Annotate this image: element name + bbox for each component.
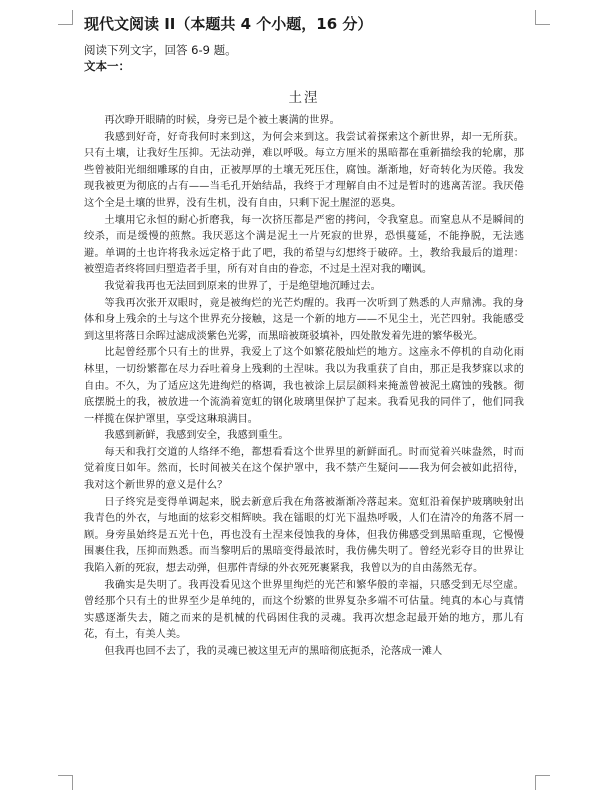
article-title: 土涅 xyxy=(288,90,320,106)
paragraph: 比起曾经那个只有土的世界，我爱上了这个如繁花般灿烂的地方。这座永不停机的自动化雨林里，一切纷繁都在尽力吞吐着身上残剩的土涅味。我以为我重获了自由，那正是我梦寐以求的自由。不久，为了适应这先进绚烂的格调，我也被涂上层层颜料来掩盖曾被泥土腐蚀的残骸。彻底摆脱土的我，被放进一个流淌着宽虹的钢化玻璃里保护了起来。我看见我的同伴了，他们同我一样揽在保护罩里，享受这琳琅满目。 xyxy=(84,347,524,425)
reading-instruction: 阅读下列文字，回答 6-9 题。 xyxy=(84,43,237,57)
text-one-label: 文本一： xyxy=(84,59,130,73)
crop-mark-top-left xyxy=(58,10,73,25)
crop-mark-bottom-left xyxy=(58,775,73,790)
section-title: 现代文阅读 II（本题共 4 个小题，16 分） xyxy=(84,15,373,33)
crop-mark-bottom-right xyxy=(535,775,550,790)
article-body xyxy=(84,113,524,661)
paragraph: 我感到好奇，好奇我何时来到这，为何会来到这。我尝试着探索这个新世界，却一无所获。只有土壤，让我好生压抑。无法动弹，难以呼吸。每立方厘米的黑暗都在重新描绘我的轮廓，那些曾被阳光细细雕琢的自由，正被厚厚的土壤无死压住，腐蚀。渐渐地，好奇转化为厌倦。我发现我被更为彻底的占有——当毛孔开始结晶，我终于才理解自由不过是暂时的逃离苦涩。我厌倦这个全是土壤的世界，没有生机，没有自由，只剩下泥土腥涩的恶臭。 xyxy=(84,131,524,209)
paragraph: 我感到新鲜，我感到安全，我感到重生。 xyxy=(104,430,289,442)
paragraph: 日子终究是变得单调起来，脱去新意后我在角落被渐渐冷落起来。宽虹沿着保护玻璃映射出我青色的外衣，与地面的炫彩交相辉映。我在镭眼的灯光下温热呼吸，人们在清冷的角落不屑一顾。身旁虽始终是五光十色，再也没有土涅来侵蚀我的身体，但我仿佛感受到黑暗重现，它慢慢围裹住我，压抑而熟悉。而当黎明后的黑暗变得最浓时，我仿佛失明了。曾经光彩夺目的世界让我陷入新的死寂，想去动弹，但那件青绿的外衣死死裹紧我，我曾以为的自由荡然无存。 xyxy=(84,496,524,575)
paragraph: 每天和我打交道的人络绎不绝，都想看看这个世界里的新鲜面孔。时而觉着兴味盎然，时而觉着度日如年。然而，长时间被关在这个保护罩中，我不禁产生疑问——我为何会被如此招待，我对这个新世界的意义是什么？ xyxy=(84,446,524,492)
paragraph: 我确实是失明了。我再没看见这个世界里绚烂的光芒和繁华般的幸福，只感受到无尽空虚。曾经那个只有土的世界至少是单纯的，而这个纷繁的世界复杂多端不可估量。纯真的本心与真情实感逐渐失去，随之而来的是机械的代码困住我的灵魂。我再次想念起最开始的地方，那儿有花，有土，有美人美。 xyxy=(84,579,524,641)
question-header xyxy=(84,14,554,74)
paragraph: 土壤用它永恒的耐心折磨我，每一次挤压都是严密的拷问，令我窒息。而窒息从不是瞬间的绞杀，而是缓慢的煎熬。我厌恶这个满是泥土一片死寂的世界，恐惧蔓延，不能挣脱，无法逃避。单调的土也许将我永远定格于此了吧，我的希望与幻想终于破碎。土，教给我最后的道理：被塑造者终将回归塑造者手里，所有对自由的眷恋，不过是土涅对我的嘲讽。 xyxy=(84,214,524,276)
paragraph: 但我再也回不去了，我的灵魂已被这里无声的黑暗彻底扼杀，沦落成一滩人 xyxy=(104,646,443,657)
paragraph: 等我再次张开双眼时，竟是被绚烂的光芒灼醒的。我再一次听到了熟悉的人声鼎沸。我的身体和身上残余的土与这个世界充分接触，这是一个新的地方——不见尘土，光芒四射。我能感受到这里将落日余晖过滤成淡紫色光雾，而黑暗被斑驳填补，四处散发着先进的繁华极光。 xyxy=(84,297,524,342)
paragraph: 我觉着我再也无法回到原来的世界了，于是绝望地沉睡过去。 xyxy=(104,280,381,292)
paragraph: 再次睁开眼睛的时候，身旁已是个被土裹满的世界。 xyxy=(104,115,340,126)
